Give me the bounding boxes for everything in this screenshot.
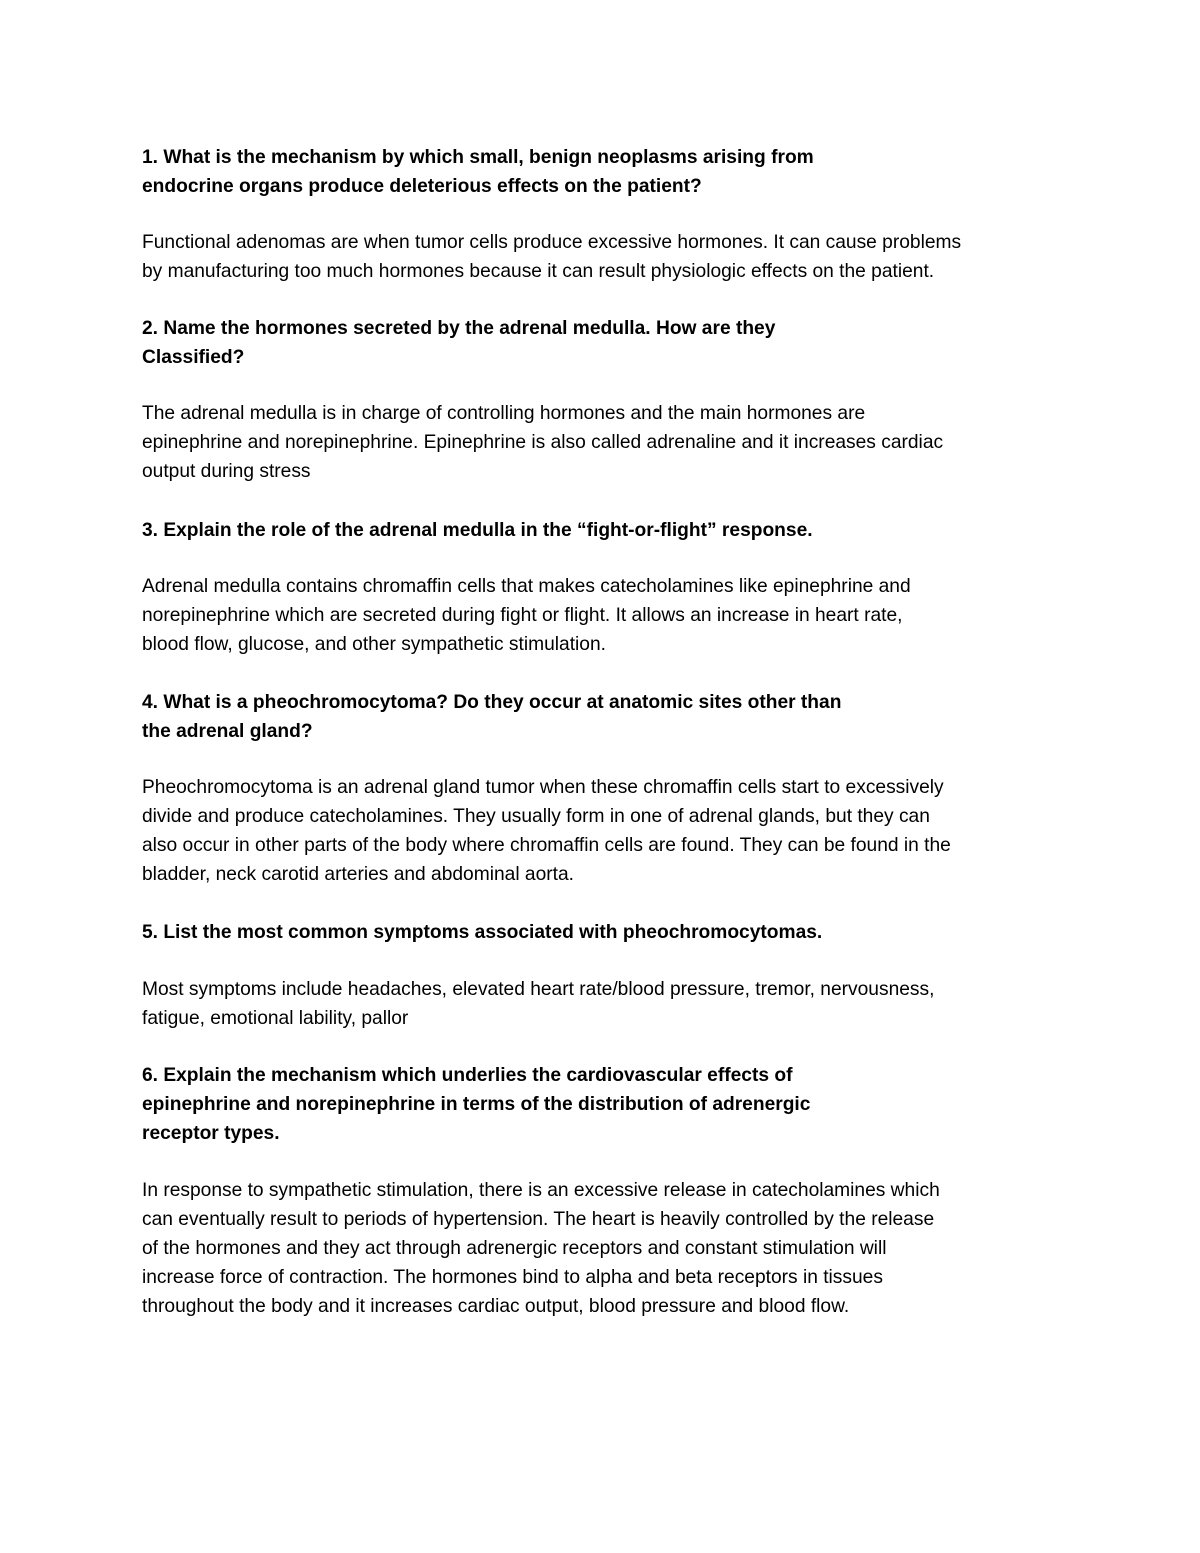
answer-line: throughout the body and it increases cardiac output, blood pressure and blood flow. xyxy=(142,1296,850,1317)
question-1 xyxy=(142,143,814,201)
question-line: receptor types. xyxy=(142,1123,280,1144)
answer-3 xyxy=(142,572,911,659)
answer-line: blood flow, glucose, and other sympathetic stimulation. xyxy=(142,634,606,655)
question-line: 2. Name the hormones secreted by the adrenal medulla. How are they xyxy=(142,318,776,339)
answer-line: In response to sympathetic stimulation, there is an excessive release in catecholamines which xyxy=(142,1180,940,1201)
answer-1 xyxy=(142,228,961,286)
answer-line: norepinephrine which are secreted during fight or flight. It allows an increase in heart rate, xyxy=(142,605,903,626)
answer-line: fatigue, emotional lability, pallor xyxy=(142,1008,409,1029)
answer-line: Adrenal medulla contains chromaffin cells that makes catecholamines like epinephrine and xyxy=(142,576,911,597)
answer-line: epinephrine and norepinephrine. Epinephrine is also called adrenaline and it increases cardiac xyxy=(142,432,944,453)
question-5 xyxy=(142,918,822,947)
question-line: 6. Explain the mechanism which underlies the cardiovascular effects of xyxy=(142,1065,793,1086)
answer-line: Functional adenomas are when tumor cells produce excessive hormones. It can cause problems xyxy=(142,232,962,253)
question-6 xyxy=(142,1061,810,1148)
answer-line: can eventually result to periods of hypertension. The heart is heavily controlled by the release xyxy=(142,1209,935,1230)
answer-line: of the hormones and they act through adrenergic receptors and constant stimulation will xyxy=(142,1238,887,1259)
answer-line: increase force of contraction. The hormones bind to alpha and beta receptors in tissues xyxy=(142,1267,883,1288)
answer-line: Pheochromocytoma is an adrenal gland tumor when these chromaffin cells start to excessively xyxy=(142,777,944,798)
answer-line: divide and produce catecholamines. They usually form in one of adrenal glands, but they can xyxy=(142,806,930,827)
question-line: epinephrine and norepinephrine in terms of the distribution of adrenergic xyxy=(142,1094,811,1115)
question-line: 5. List the most common symptoms associated with pheochromocytomas. xyxy=(142,922,823,943)
question-4 xyxy=(142,688,841,746)
answer-6 xyxy=(142,1176,940,1321)
question-line: Classified? xyxy=(142,347,245,368)
question-line: the adrenal gland? xyxy=(142,721,313,742)
question-line: 4. What is a pheochromocytoma? Do they occur at anatomic sites other than xyxy=(142,692,842,713)
answer-4 xyxy=(142,773,951,889)
answer-2 xyxy=(142,399,943,486)
question-2 xyxy=(142,314,775,372)
question-line: 1. What is the mechanism by which small, benign neoplasms arising from xyxy=(142,147,814,168)
question-3 xyxy=(142,516,813,545)
question-line: 3. Explain the role of the adrenal medulla in the “fight-or-flight” response. xyxy=(142,520,813,541)
answer-line: also occur in other parts of the body where chromaffin cells are found. They can be found in the xyxy=(142,835,951,856)
answer-line: by manufacturing too much hormones because it can result physiologic effects on the patient. xyxy=(142,261,935,282)
question-line: endocrine organs produce deleterious effects on the patient? xyxy=(142,176,702,197)
answer-5 xyxy=(142,975,934,1033)
answer-line: Most symptoms include headaches, elevated heart rate/blood pressure, tremor, nervousness, xyxy=(142,979,935,1000)
answer-line: The adrenal medulla is in charge of controlling hormones and the main hormones are xyxy=(142,403,866,424)
answer-line: output during stress xyxy=(142,461,311,482)
answer-line: bladder, neck carotid arteries and abdominal aorta. xyxy=(142,864,574,885)
